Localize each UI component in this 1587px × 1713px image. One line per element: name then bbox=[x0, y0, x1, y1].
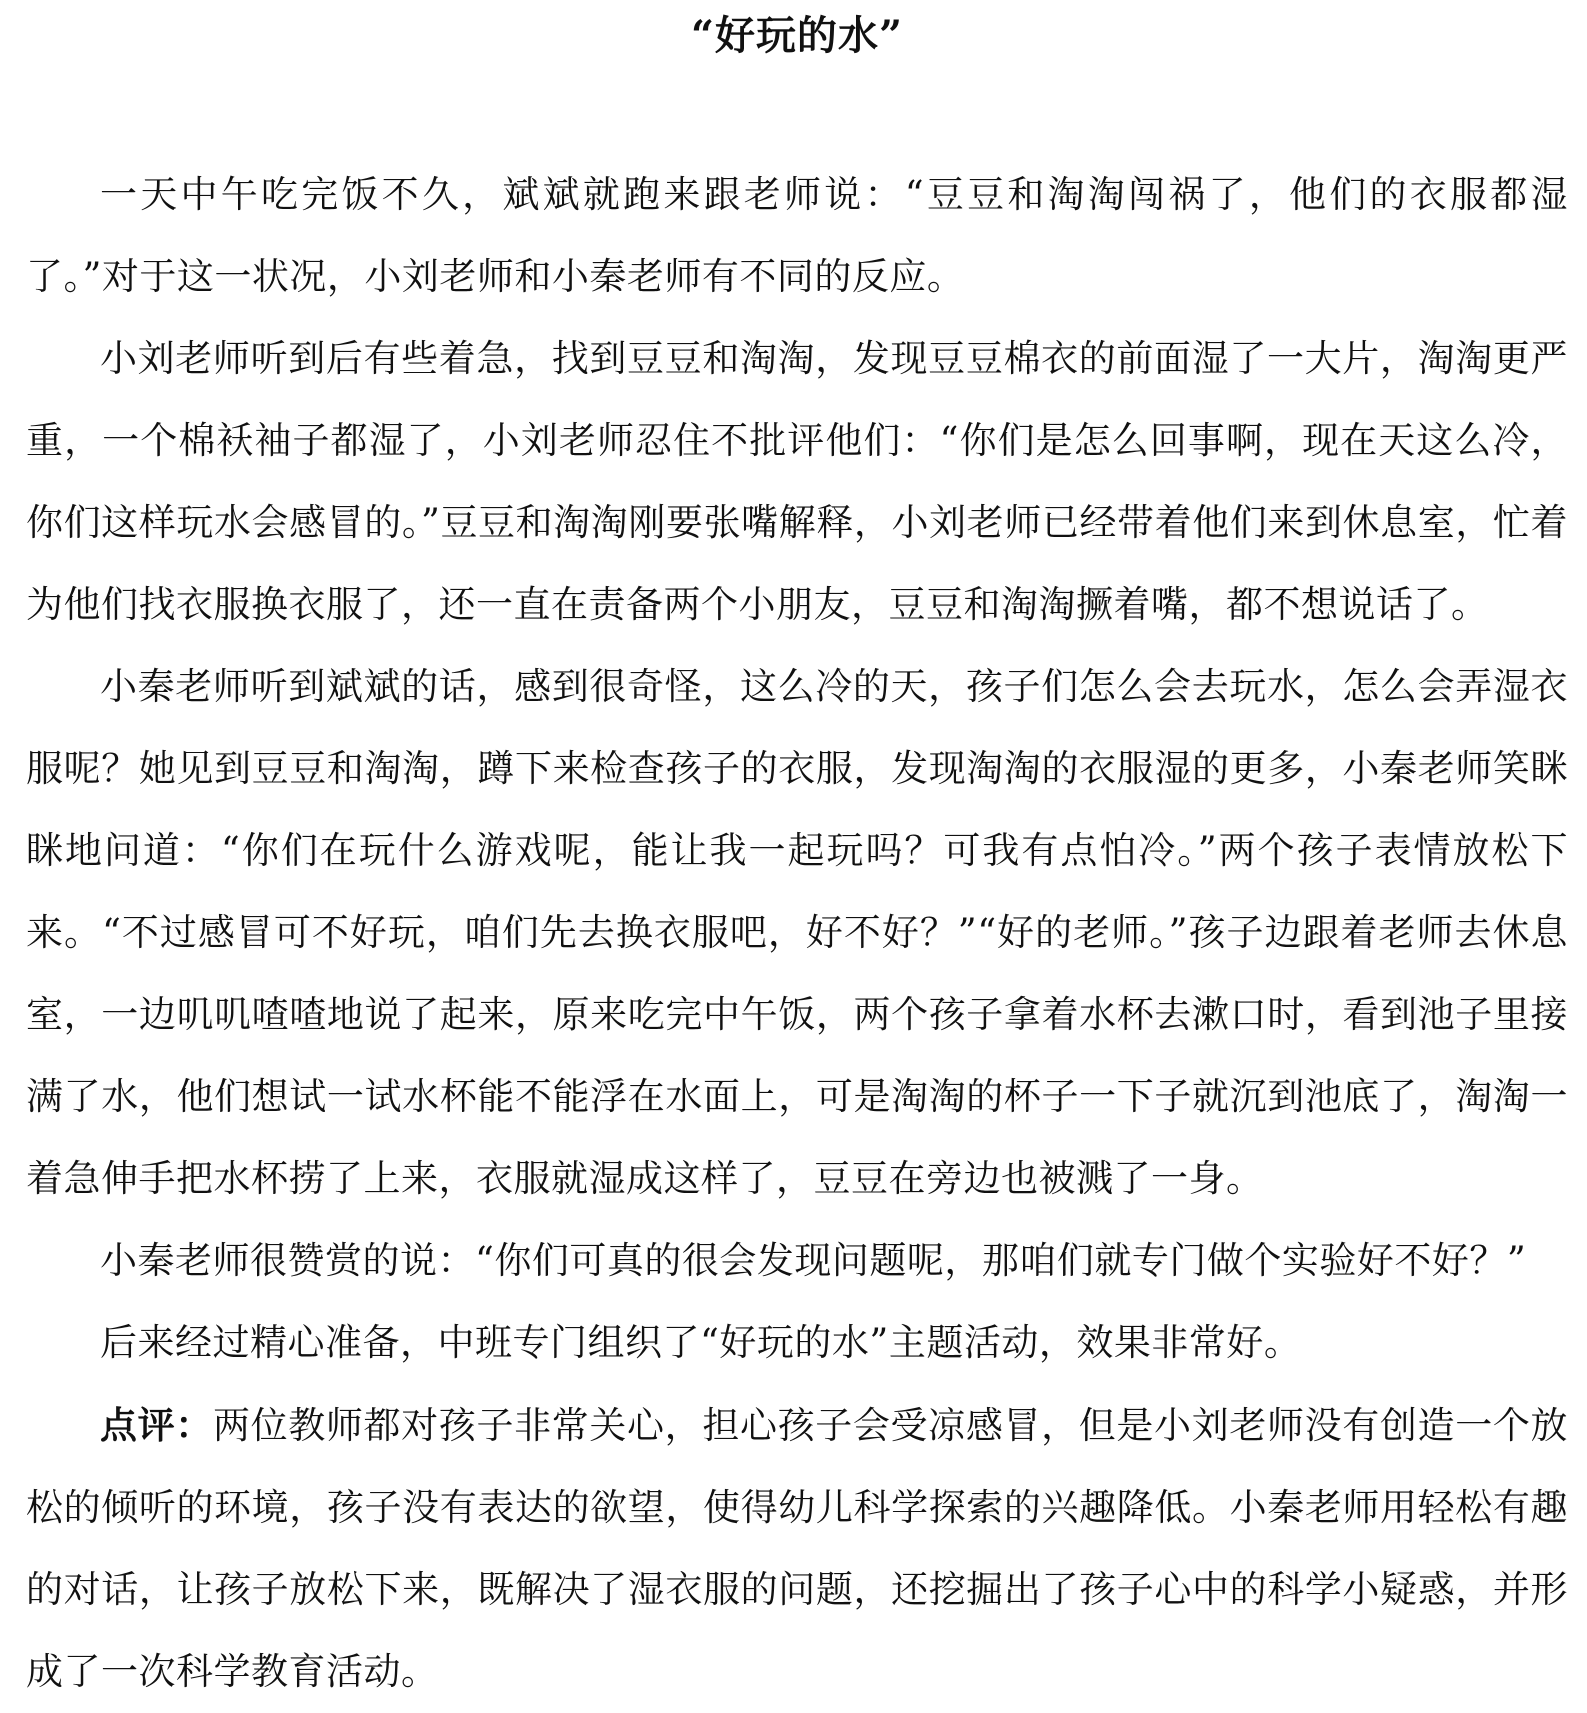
paragraph-5: 后来经过精心准备，中班专门组织了“好玩的水”主题活动，效果非常好。 bbox=[100, 1321, 1302, 1364]
paragraph-4: 小秦老师很赞赏的说：“你们可真的很会发现问题呢，那咱们就专门做个实验好不好？” bbox=[100, 1239, 1527, 1282]
document-title: “好玩的水” bbox=[690, 12, 903, 59]
document-page bbox=[26, 0, 1568, 1713]
comment-paragraph bbox=[26, 1384, 1568, 1713]
comment-label: 点评： bbox=[100, 1403, 213, 1447]
paragraph-3: 小秦老师听到斌斌的话，感到很奇怪，这么冷的天，孩子们怎么会去玩水，怎么会弄湿衣服呢？她见到豆豆和淘淘，蹲下来检查孩子的衣服，发现淘淘的衣服湿的更多，小秦老师笑眯眯地问道：“你们在玩什么游戏呢，能让我一起玩吗？可我有点怕冷。”两个孩子表情放松下来。“不过感冒可不好玩，咱们先去换衣服吧，好不好？”“好的老师。”孩子边跟着老师去休息室，一边叽叽喳喳地说了起来，原来吃完中午饭，两个孩子拿着水杯去漱口时，看到池子里接满了水，他们想试一试水杯能不能浮在水面上，可是淘淘的杯子一下子就沉到池底了，淘淘一着急伸手把水杯捞了上来，衣服就湿成这样了，豆豆在旁边也被溅了一身。 bbox=[26, 665, 1568, 1200]
comment-text: 两位教师都对孩子非常关心，担心孩子会受凉感冒，但是小刘老师没有创造一个放松的倾听的环境，孩子没有表达的欲望，使得幼儿科学探索的兴趣降低。小秦老师用轻松有趣的对话，让孩子放松下来，既解决了湿衣服的问题，还挖掘出了孩子心中的科学小疑惑，并形成了一次科学教育活动。 bbox=[26, 1404, 1569, 1693]
paragraph-1: 一天中午吃完饭不久，斌斌就跑来跟老师说：“豆豆和淘淘闯祸了，他们的衣服都湿了。”对于这一状况，小刘老师和小秦老师有不同的反应。 bbox=[26, 173, 1568, 298]
paragraph-2: 小刘老师听到后有些着急，找到豆豆和淘淘，发现豆豆棉衣的前面湿了一大片，淘淘更严重，一个棉袄袖子都湿了，小刘老师忍住不批评他们：“你们是怎么回事啊，现在天这么冷，你们这样玩水会感冒的。”豆豆和淘淘刚要张嘴解释，小刘老师已经带着他们来到休息室，忙着为他们找衣服换衣服了，还一直在责备两个小朋友，豆豆和淘淘撅着嘴，都不想说话了。 bbox=[26, 337, 1568, 626]
